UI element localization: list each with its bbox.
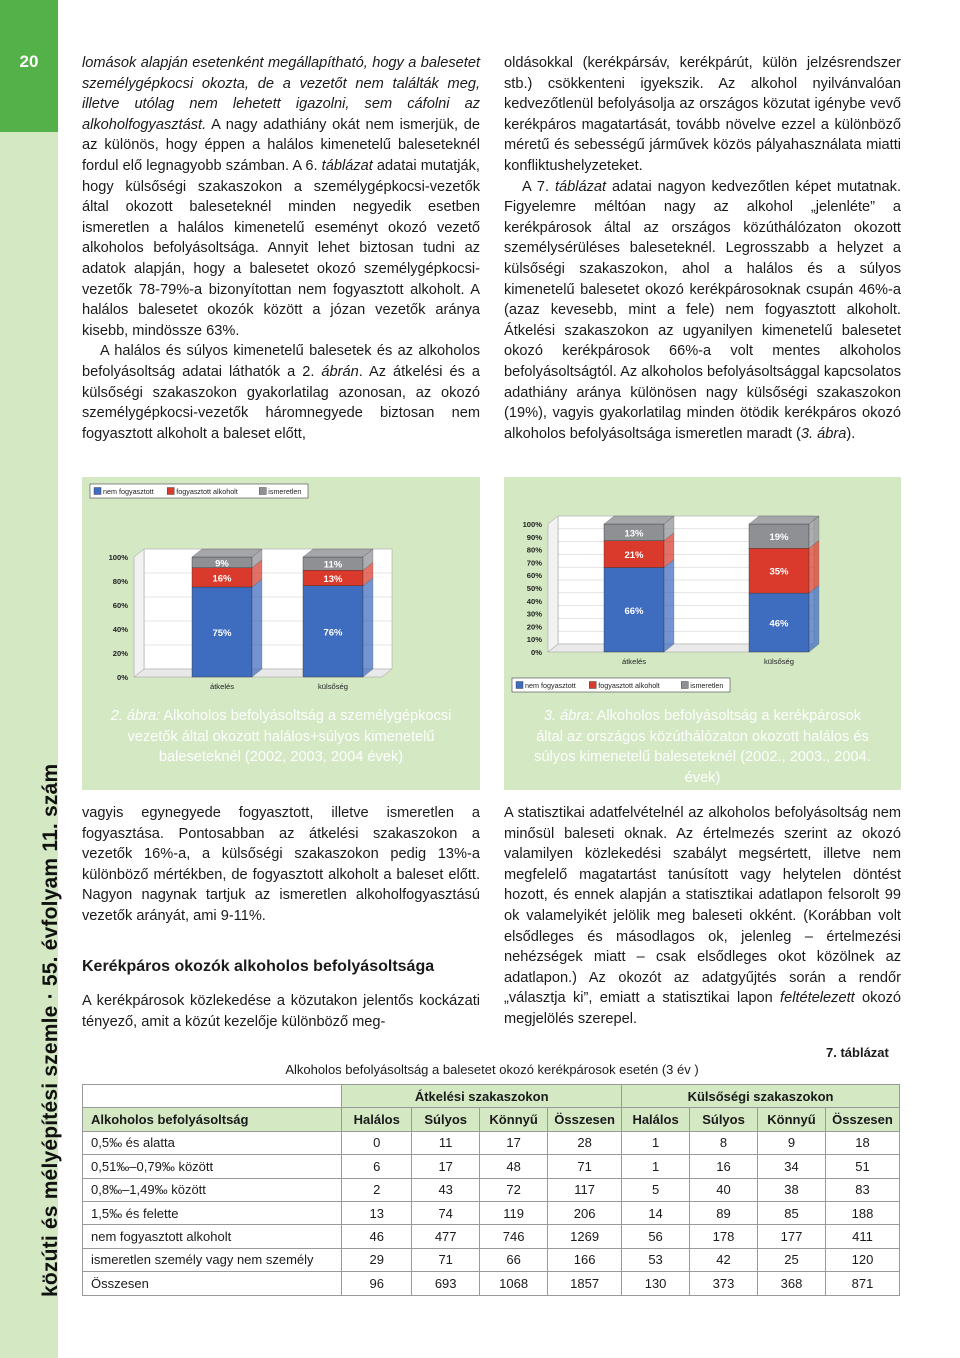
bar-segment-side xyxy=(809,540,819,593)
table-cell: 166 xyxy=(548,1248,622,1271)
y-tick-label: 10% xyxy=(526,635,542,645)
table-cell: 0 xyxy=(342,1131,412,1154)
bar-value-label: 35% xyxy=(769,566,789,578)
table-cell: 29 xyxy=(342,1248,412,1271)
table-cell: 14 xyxy=(622,1201,690,1224)
row-label: ismeretlen személy vagy nem személy xyxy=(83,1248,342,1271)
legend-label: nem fogyasztott xyxy=(525,681,576,690)
bar-top xyxy=(749,516,819,524)
bar-value-label: 76% xyxy=(323,627,343,639)
table-cell: 85 xyxy=(757,1201,825,1224)
text-run: A halálos és súlyos kimenetelű balesetek és az alkoholos befolyásoltság adatai láthatók a 2. xyxy=(82,343,480,380)
table-number: 7. táblázat xyxy=(826,1045,889,1060)
x-tick-label: átkelés xyxy=(209,682,235,691)
table-corner-cell xyxy=(83,1085,342,1108)
table-cell: 411 xyxy=(825,1225,899,1248)
bar-value-label: 16% xyxy=(212,573,232,585)
column-header: Könnyű xyxy=(757,1108,825,1131)
table-cell: 74 xyxy=(412,1201,480,1224)
table-cell: 188 xyxy=(825,1201,899,1224)
y-tick-label: 60% xyxy=(526,571,542,581)
group-header-kulsosegi: Külsőségi szakaszokon xyxy=(622,1085,900,1108)
column-header: Összesen xyxy=(825,1108,899,1131)
table-cell: 368 xyxy=(757,1272,825,1295)
text-run: . Az átkelési és a külsőségi szakaszokon gyakorlatilag azonosan, az okozó személygépkocsi-vezetők háromnegyede biztosan nem fogyasztott alkoholt a baleset előtt, xyxy=(82,363,480,442)
y-tick-label: 0% xyxy=(531,648,542,657)
table-cell: 89 xyxy=(690,1201,758,1224)
table-cell: 38 xyxy=(757,1178,825,1201)
table-group-header-row xyxy=(83,1085,900,1108)
text-run: adatai nagyon kedvezőtlen képet mutatnak. Figyelemre méltóan nagy az alkohol „jelenléte” a kerékpárosok által az országos közúthálózaton okozott személysérüléses baleseteknél. Legrosszabb a helyzet a külsőségi szakaszokon, ahol a halálos és a súlyos kimenetelű balesetet okozó kerékpárosoknak csupán 46%-a (azaz kevesebb, mint a fele) nem fogyasztott alkoholt. Átkelési szakaszokon az ugyanilyen kimenetelű balesetet okozó kerékpárosok 66%-a volt mentes alkoholos befolyásoltságtól. Az alkoholos befolyásoltsággal kapcsolatos adathiány aránya különösen nagy külsőségi szakaszokon (19%), vagyis gyakorlatilag minden ötödik kerékpáros okozó alkoholos befolyásoltsága ismeretlen maradt ( xyxy=(504,178,902,442)
y-tick-label: 80% xyxy=(112,577,128,586)
y-tick-label: 30% xyxy=(526,609,542,619)
column-header: Súlyos xyxy=(412,1108,480,1131)
table-cell: 1 xyxy=(622,1131,690,1154)
text-column-right-top xyxy=(504,53,901,444)
caption-text: Alkoholos befolyásoltság a kerékpárosok által az országos közúthálózaton okozott halálos és súlyos kimenetelű baleseteknél (2002., 2003., 2004. évek) xyxy=(534,708,871,786)
table-cell: 9 xyxy=(757,1131,825,1154)
y-tick-label: 50% xyxy=(526,584,542,593)
legend-swatch xyxy=(589,682,596,689)
x-tick-label: külsőség xyxy=(318,682,348,691)
table-cell: 120 xyxy=(825,1248,899,1271)
table-cell: 17 xyxy=(412,1155,480,1178)
italic-text: feltételezett xyxy=(772,990,855,1007)
figure-3-chart xyxy=(504,477,901,702)
paragraph xyxy=(504,177,901,445)
paragraph xyxy=(82,53,480,341)
bar-segment-side xyxy=(664,560,674,652)
table-cell: 206 xyxy=(548,1201,622,1224)
x-tick-label: átkelés xyxy=(621,657,647,666)
column-header: Halálos xyxy=(622,1108,690,1131)
table-cell: 746 xyxy=(480,1225,548,1248)
figure-3-caption xyxy=(504,706,901,788)
table-cell: 1269 xyxy=(548,1225,622,1248)
table-cell: 871 xyxy=(825,1272,899,1295)
table-cell: 477 xyxy=(412,1225,480,1248)
legend-label: ismeretlen xyxy=(268,487,302,496)
legend-label: ismeretlen xyxy=(690,681,724,690)
bar-top xyxy=(604,516,674,524)
data-table xyxy=(82,1084,900,1296)
bar-value-label: 11% xyxy=(323,559,343,571)
text-run: A 7. xyxy=(522,178,550,195)
table-cell: 51 xyxy=(825,1155,899,1178)
table-cell: 17 xyxy=(480,1131,548,1154)
table-cell: 11 xyxy=(412,1131,480,1154)
table-cell: 693 xyxy=(412,1272,480,1295)
column-header: Könnyű xyxy=(480,1108,548,1131)
table-cell: 46 xyxy=(342,1225,412,1248)
figure-reference: 3. ábra xyxy=(800,425,847,442)
legend-label: fogyasztott alkoholt xyxy=(176,487,238,496)
x-tick-label: külsőség xyxy=(764,657,794,666)
y-tick-label: 0% xyxy=(117,673,128,682)
y-tick-label: 100% xyxy=(522,520,542,529)
y-tick-label: 80% xyxy=(526,545,542,555)
table-header-row xyxy=(83,1108,900,1131)
legend-label: fogyasztott alkoholt xyxy=(598,681,660,690)
table-cell: 1068 xyxy=(480,1272,548,1295)
bar-segment-side xyxy=(363,578,373,677)
table-cell: 34 xyxy=(757,1155,825,1178)
text-run: ). xyxy=(846,425,856,442)
table-cell: 56 xyxy=(622,1225,690,1248)
table-cell: 42 xyxy=(690,1248,758,1271)
caption-text: Alkoholos befolyásoltság a személygépkocsi vezetők által okozott halálos+súlyos kimenetelű baleseteknél (2002, 2003, 2004 évek) xyxy=(127,708,452,766)
row-label: nem fogyasztott alkoholt xyxy=(83,1225,342,1248)
table-row xyxy=(83,1248,900,1271)
row-label: 0,8‰–1,49‰ között xyxy=(83,1178,342,1201)
paragraph: oldásokkal (kerékpársáv, kerékpárút, külön jelzésrendszer stb.) csökkenteni igyekszik. Az alkohol nyilvánvalóan kedvezőtlenül befolyásolja az országos közutat igénybe vevő kerékpáros magatartását, tovább növelve ezzel a különböző méretű és sebességű járművek közös pályahasználata miatti konfliktushelyzeteket. xyxy=(504,55,901,174)
y-tick-label: 40% xyxy=(112,625,128,634)
table-cell: 5 xyxy=(622,1178,690,1201)
table-cell: 177 xyxy=(757,1225,825,1248)
table-row xyxy=(83,1178,900,1201)
table-cell: 373 xyxy=(690,1272,758,1295)
text-run: A statisztikai adatfelvételnél az alkoholos befolyásoltság nem minősül baleseti oknak. Az értelmezés szerint az okozó valamilyen közlekedési szabályt megsértett, illetve nem megfelelő magatartást tanúsított vagy helytelen döntést hozott, és ennek alapján a statisztikai adatlapon felsorolt 99 ok valamelyikét jelölik meg baleseti okként. (Korábban volt elsődleges és másodlagos ok, jelenleg – értelmezési nehézségek miatt – csak elsődleges okot közölnek az adatlapon.) Az okozót az adatgyűjtés során a rendőr „választja ki”, emiatt a statisztikai lapon xyxy=(504,805,901,1007)
bar-value-label: 21% xyxy=(624,550,644,562)
table-cell: 130 xyxy=(622,1272,690,1295)
legend-swatch xyxy=(167,488,174,495)
table-cell: 178 xyxy=(690,1225,758,1248)
legend-swatch xyxy=(516,682,523,689)
table-cell: 16 xyxy=(690,1155,758,1178)
column-header: Alkoholos befolyásoltság xyxy=(83,1108,342,1131)
table-row xyxy=(83,1272,900,1295)
chart-side-wall xyxy=(548,516,558,652)
bar-value-label: 46% xyxy=(769,618,789,630)
table-cell: 13 xyxy=(342,1201,412,1224)
text-column-left-bottom xyxy=(82,803,480,1032)
bar-value-label: 9% xyxy=(215,558,229,570)
figure-2-caption xyxy=(82,706,480,768)
table-cell: 71 xyxy=(412,1248,480,1271)
row-label: 0,5‰ és alatta xyxy=(83,1131,342,1154)
paragraph xyxy=(504,803,901,1030)
bar-value-label: 75% xyxy=(212,628,232,639)
journal-title-vertical: közúti és mélyépítési szemle · 55. évfolyam 11. szám xyxy=(39,763,62,1297)
table-title: Alkoholos befolyásoltság a balesetet okozó kerékpárosok esetén (3 év ) xyxy=(285,1062,699,1077)
table-cell: 6 xyxy=(342,1155,412,1178)
y-tick-label: 20% xyxy=(112,649,128,658)
y-tick-label: 70% xyxy=(526,558,542,568)
table-reference: táblázat xyxy=(549,178,607,195)
row-label: 1,5‰ és felette xyxy=(83,1201,342,1224)
table-cell: 1 xyxy=(622,1155,690,1178)
row-label: 0,51‰–0,79‰ között xyxy=(83,1155,342,1178)
table-cell: 72 xyxy=(480,1178,548,1201)
table-cell: 71 xyxy=(548,1155,622,1178)
table-cell: 18 xyxy=(825,1131,899,1154)
y-tick-label: 90% xyxy=(526,532,542,542)
column-header: Súlyos xyxy=(690,1108,758,1131)
bar-segment-side xyxy=(252,579,262,677)
table-cell: 28 xyxy=(548,1131,622,1154)
table-row xyxy=(83,1201,900,1224)
row-label: Összesen xyxy=(83,1272,342,1295)
group-header-atkelesi: Átkelési szakaszokon xyxy=(342,1085,622,1108)
figure-3-panel xyxy=(504,477,901,790)
bar-top xyxy=(303,549,373,557)
table-cell: 48 xyxy=(480,1155,548,1178)
table-cell: 40 xyxy=(690,1178,758,1201)
italic-text: lomások alapján esetenként megállapítható, hogy a balesetet személygépkocsi okozta, de a vezetőt nem találták meg, illetve utólag nem lehetett igazolni, sem cáfolni az alkoholfogyasztást. xyxy=(82,55,480,133)
table-row xyxy=(83,1131,900,1154)
bar-segment-side xyxy=(809,585,819,652)
table-cell: 53 xyxy=(622,1248,690,1271)
table-cell: 96 xyxy=(342,1272,412,1295)
legend-swatch xyxy=(259,488,266,495)
chart-side-wall xyxy=(134,549,144,677)
bar-value-label: 19% xyxy=(769,532,789,544)
table-cell: 2 xyxy=(342,1178,412,1201)
column-header: Összesen xyxy=(548,1108,622,1131)
table-row xyxy=(83,1225,900,1248)
table-cell: 8 xyxy=(690,1131,758,1154)
bar-value-label: 13% xyxy=(323,574,343,585)
text-run: okozó megjelölés szerepel. xyxy=(504,990,901,1027)
bar-value-label: 66% xyxy=(624,605,644,617)
paragraph: A kerékpárosok közlekedése a közutakon jelentős kockázati tényező, amit a közút kezelője különböző meg- xyxy=(82,993,480,1030)
legend-swatch xyxy=(681,682,688,689)
paragraph xyxy=(82,341,480,444)
figure-reference: ábrán xyxy=(314,363,359,380)
table-cell: 1857 xyxy=(548,1272,622,1295)
y-tick-label: 20% xyxy=(526,622,542,632)
table-cell: 83 xyxy=(825,1178,899,1201)
table-cell: 25 xyxy=(757,1248,825,1271)
table-reference: táblázat xyxy=(317,157,373,174)
y-tick-label: 40% xyxy=(526,596,542,606)
table-cell: 66 xyxy=(480,1248,548,1271)
table-cell: 43 xyxy=(412,1178,480,1201)
table-cell: 119 xyxy=(480,1201,548,1224)
caption-label: 3. ábra: xyxy=(543,708,594,724)
text-column-left-top xyxy=(82,53,480,444)
paragraph: vagyis egynegyede fogyasztott, illetve ismeretlen a fogyasztása. Pontosabban az átkelési szakaszokon a vezetők 16%-a, a külsőségi szakaszokon pedig 13%-a különböző mértékben, de fogyasztott alkoholt a baleset előtt. Nagyon nagynak tartjuk az ismeretlen alkoholfogyasztású vezetők arányát, ami 9-11%. xyxy=(82,805,480,924)
figure-2-panel xyxy=(82,477,480,790)
text-run: adatai mutatják, hogy külsőségi szakaszokon a személygépkocsi-vezetők által okozott baleseteknél minden negyedik esetben ismeretlen a halálos kimenetelű eseményt okozó vezető alkoholos befolyásoltsága. Annyit lehet biztosan tudni az adatok alapján, hogy a balesetet okozó személygépkocsi-vezetők 78-79%-a bizonyítottan nem fogyasztott alkoholt. A halálos balesetet okozók között a józan vezetők aránya kisebb, mindössze 63%. xyxy=(82,157,480,339)
page-number: 20 xyxy=(19,52,39,71)
text-column-right-bottom xyxy=(504,803,901,1030)
bar-top xyxy=(192,549,262,557)
section-heading: Kerékpáros okozók alkoholos befolyásoltsága xyxy=(82,957,435,975)
text-run: A nagy adathiány okát nem ismerjük, de az különös, hogy éppen a halálos kimenetelű baleseteknél fordul elő legnagyobb számban. A 6. xyxy=(82,116,480,174)
y-tick-label: 100% xyxy=(108,553,128,562)
bar-value-label: 13% xyxy=(624,528,644,540)
table-row xyxy=(83,1155,900,1178)
legend-swatch xyxy=(94,488,101,495)
legend-label: nem fogyasztott xyxy=(103,487,154,496)
figure-2-chart xyxy=(82,477,480,702)
caption-label: 2. ábra: xyxy=(110,708,161,724)
y-tick-label: 60% xyxy=(112,601,128,610)
column-header: Halálos xyxy=(342,1108,412,1131)
table-cell: 117 xyxy=(548,1178,622,1201)
